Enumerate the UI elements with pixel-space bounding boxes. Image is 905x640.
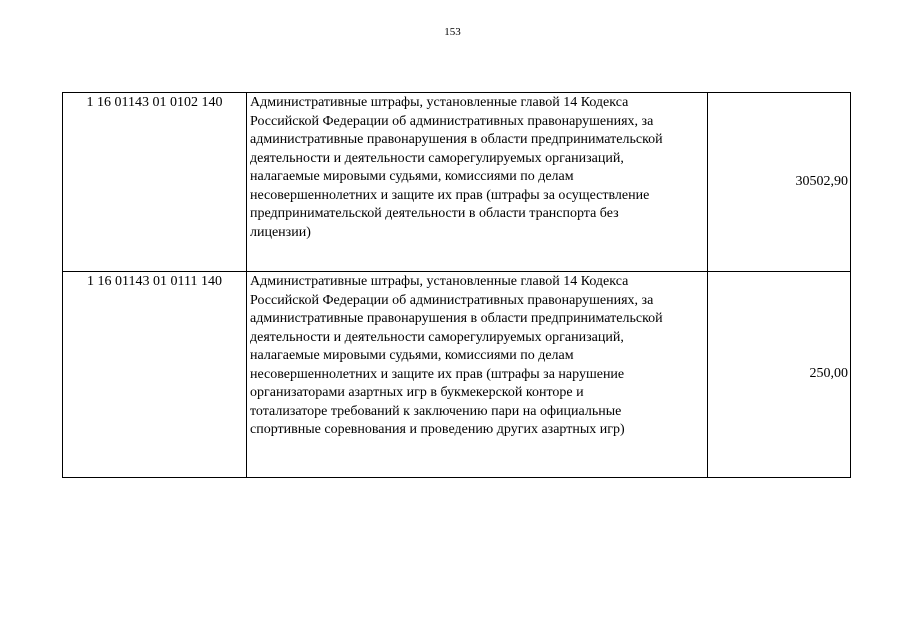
description-line: несовершеннолетних и защите их прав (штрафы за нарушение: [250, 366, 625, 382]
description-line: спортивные соревнования и проведению других азартных игр): [250, 422, 625, 437]
revenue-table: [62, 92, 851, 478]
description-line: Административные штрафы, установленные главой 14 Кодекса: [250, 274, 629, 289]
table-row: [63, 93, 851, 272]
budget-code-cell: 1 16 01143 01 0102 140: [63, 93, 247, 272]
description-line: предпринимательской деятельности в области транспорта без: [250, 206, 619, 221]
description-line: административные правонарушения в области предпринимательской: [250, 311, 663, 326]
description-line: Российской Федерации об административных правонарушениях, за: [250, 113, 654, 129]
description-line: организаторами азартных игр в букмекерской конторе и: [250, 385, 584, 400]
budget-code-cell: 1 16 01143 01 0111 140: [63, 272, 247, 478]
description-line: тотализаторе требований к заключению пари на официальные: [250, 403, 622, 419]
description-line: Российской Федерации об административных правонарушениях, за: [250, 292, 654, 308]
description-line: деятельности и деятельности саморегулируемых организаций,: [250, 150, 624, 166]
description-cell: [247, 272, 708, 478]
amount-cell: 250,00: [708, 272, 851, 478]
description-line: налагаемые мировыми судьями, комиссиями по делам: [250, 348, 574, 363]
amount-cell: 30502,90: [708, 93, 851, 272]
page-number: 153: [444, 26, 461, 38]
description-line: лицензии): [250, 224, 311, 240]
description-line: административные правонарушения в области предпринимательской: [250, 132, 663, 147]
description-line: несовершеннолетних и защите их прав (штрафы за осуществление: [250, 187, 650, 203]
description-cell: [247, 93, 708, 272]
description-line: налагаемые мировыми судьями, комиссиями по делам: [250, 169, 574, 184]
table-row: [63, 272, 851, 478]
description-line: Административные штрафы, установленные главой 14 Кодекса: [250, 95, 629, 110]
description-line: деятельности и деятельности саморегулируемых организаций,: [250, 329, 624, 345]
